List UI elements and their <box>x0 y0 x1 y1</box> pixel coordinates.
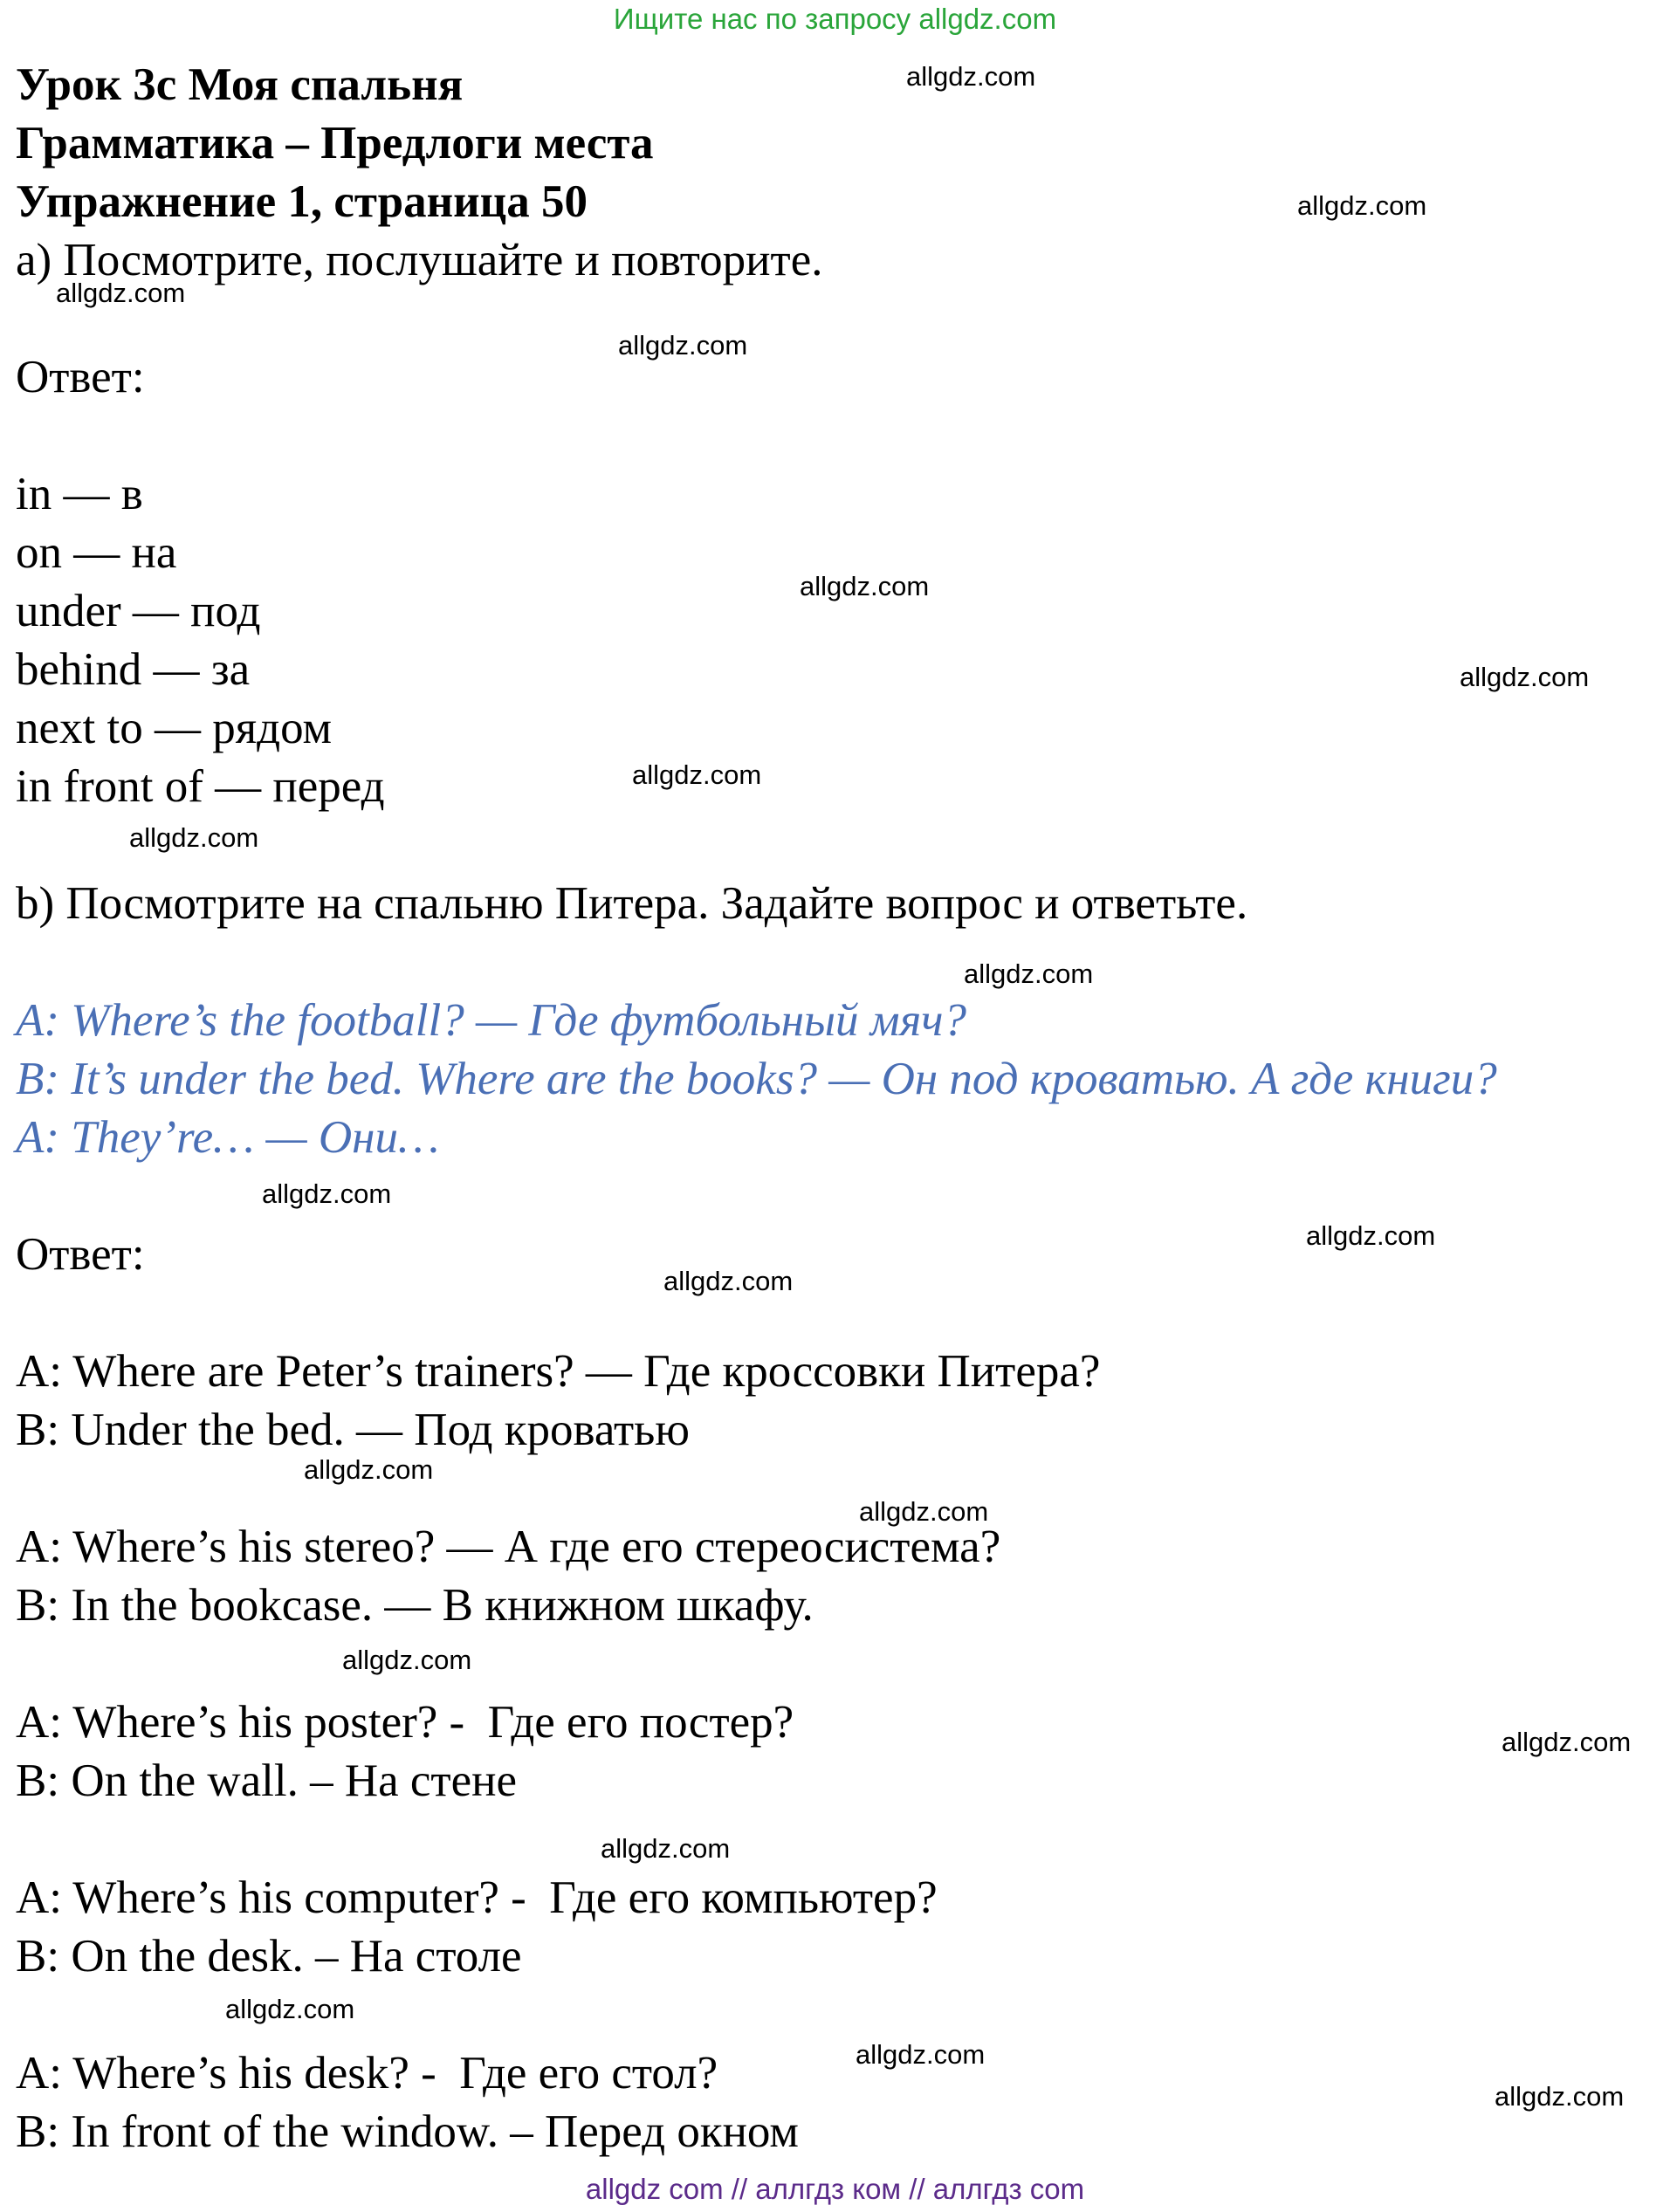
watermark: allgdz.com <box>601 1833 731 1864</box>
spacer <box>16 816 1657 875</box>
document-body <box>16 56 1657 2161</box>
watermark: allgdz.com <box>262 1178 392 1209</box>
watermark: allgdz.com <box>1297 190 1427 221</box>
watermark: allgdz.com <box>632 759 762 790</box>
answer-reply: B: In the bookcase. — В книжном шкафу. <box>16 1580 814 1631</box>
watermark: allgdz.com <box>906 61 1036 92</box>
watermark: allgdz.com <box>618 330 748 361</box>
preposition-item: on — на <box>16 527 177 578</box>
spacer <box>16 1635 1657 1693</box>
preposition-item: in — в <box>16 469 143 519</box>
watermark: allgdz.com <box>304 1454 434 1485</box>
watermark: allgdz.com <box>1460 662 1590 692</box>
grammar-title: Грамматика – Предлоги места <box>16 118 654 168</box>
answer-question: A: Where are Peter’s trainers? — Где кроссовки Питера? <box>16 1346 1101 1397</box>
answer-question: A: Where’s his computer? - Где его компьютер? <box>16 1872 938 1923</box>
watermark: allgdz.com <box>800 571 930 601</box>
watermark: allgdz.com <box>56 278 186 308</box>
watermark: allgdz.com <box>225 1994 355 2024</box>
watermark: allgdz.com <box>1306 1220 1436 1251</box>
preposition-item: under — под <box>16 586 261 636</box>
watermark: allgdz.com <box>856 2039 986 2070</box>
spacer <box>16 290 1657 348</box>
part-a-answer-label: Ответ: <box>16 352 145 402</box>
spacer <box>16 407 1657 465</box>
spacer <box>16 933 1657 992</box>
exercise-title: Упражнение 1, страница 50 <box>16 176 588 227</box>
spacer <box>16 1810 1657 1869</box>
top-banner[interactable]: Ищите нас по запросу allgdz.com <box>613 3 1057 35</box>
preposition-item: next to — рядом <box>16 703 333 753</box>
example-dialog-line: B: It’s under the bed. Where are the books? — Он под кроватью. А где книги? <box>16 1054 1497 1104</box>
watermark: allgdz.com <box>663 1266 794 1296</box>
part-b-instruction: b) Посмотрите на спальню Питера. Задайте вопрос и ответьте. <box>16 878 1248 929</box>
answer-question: A: Where’s his desk? - Где его стол? <box>16 2048 718 2099</box>
watermark: allgdz.com <box>964 958 1094 989</box>
answer-reply: B: In front of the window. – Перед окном <box>16 2106 799 2157</box>
answer-question: A: Where’s his poster? - Где его постер? <box>16 1697 794 1748</box>
watermark: allgdz.com <box>859 1496 989 1527</box>
watermark: allgdz.com <box>1495 2081 1625 2112</box>
preposition-item: in front of — перед <box>16 761 385 812</box>
answer-reply: B: On the wall. – На стене <box>16 1755 517 1806</box>
lesson-title: Урок 3с Моя спальня <box>16 59 464 110</box>
answer-reply: B: Under the bed. — Под кроватью <box>16 1405 690 1455</box>
spacer <box>16 1284 1657 1343</box>
example-dialog-line: A: They’re… — Они… <box>16 1112 440 1163</box>
watermark: allgdz.com <box>342 1645 472 1675</box>
example-dialog-line: A: Where’s the football? — Где футбольный мяч? <box>16 995 966 1046</box>
watermark: allgdz.com <box>1502 1727 1632 1757</box>
part-b-answer-label: Ответ: <box>16 1229 145 1280</box>
answer-question: A: Where’s his stereo? — А где его стереосистема? <box>16 1522 1001 1572</box>
spacer <box>16 1460 1657 1518</box>
answer-reply: B: On the desk. – На столе <box>16 1931 522 1982</box>
preposition-item: behind — за <box>16 644 251 695</box>
bottom-banner[interactable]: allgdz com // аллгдз ком // аллгдз com <box>585 2173 1085 2205</box>
watermark: allgdz.com <box>129 822 259 853</box>
part-a-instruction: a) Посмотрите, послушайте и повторите. <box>16 235 823 285</box>
